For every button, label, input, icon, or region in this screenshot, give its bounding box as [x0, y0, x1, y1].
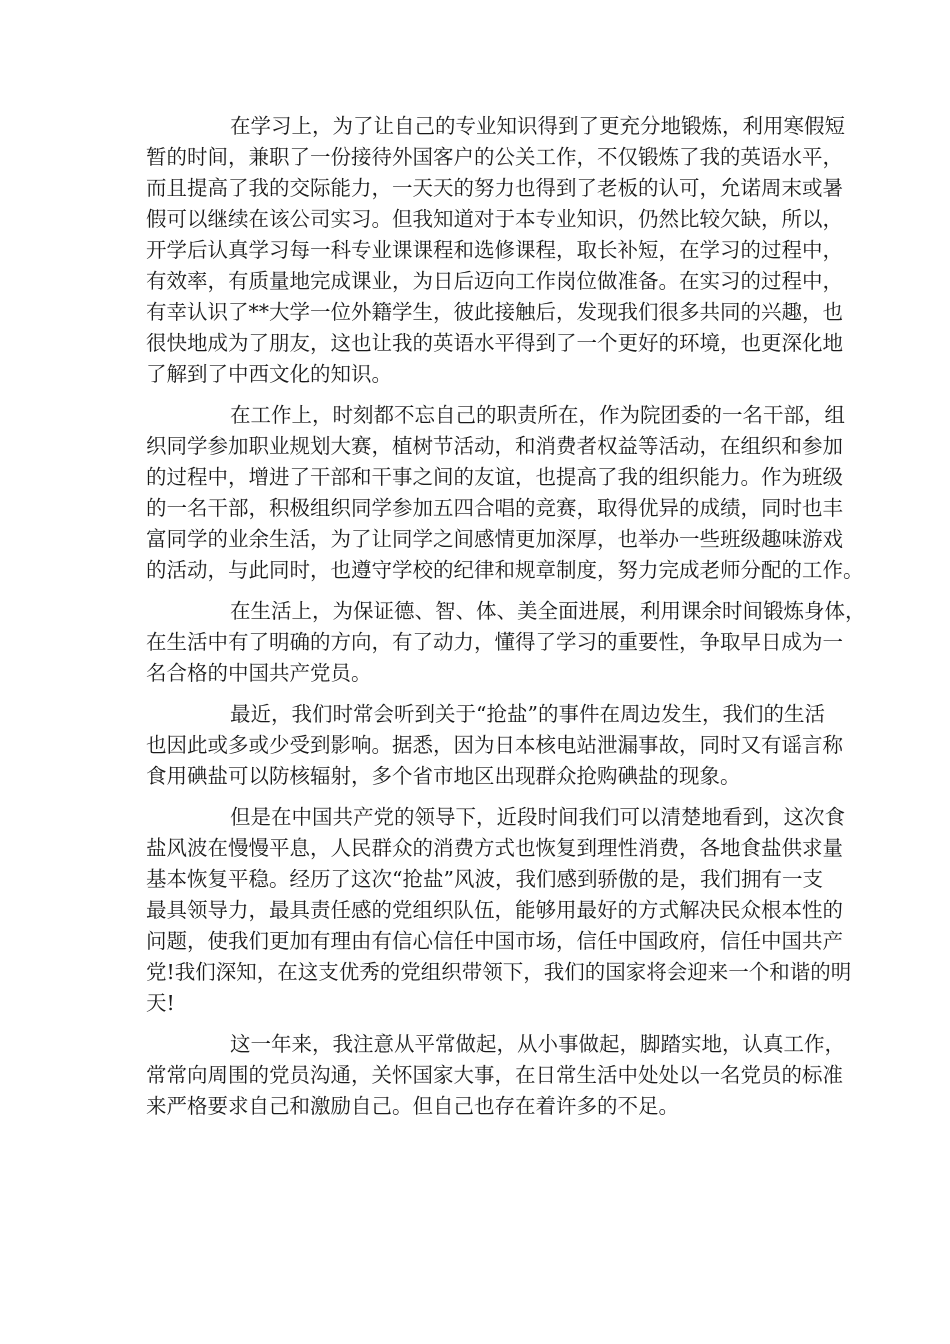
text-line: 最具领导力，最具责任感的党组织队伍，能够用最好的方式解决民众根本性的: [146, 898, 843, 922]
text-line: 在工作上，时刻都不忘自己的职责所在，作为院团委的一名干部，组: [230, 403, 845, 427]
text-line: 有幸认识了**大学一位外籍学生，彼此接触后，发现我们很多共同的兴趣，也: [146, 300, 843, 324]
text-line: 天!: [146, 991, 175, 1015]
text-line: 在学习上，为了让自己的专业知识得到了更充分地锻炼，利用寒假短: [230, 114, 845, 138]
text-line: 党!我们深知，在这支优秀的党组织带领下，我们的国家将会迎来一个和谐的明: [146, 960, 852, 984]
text-line: 盐风波在慢慢平息，人民群众的消费方式也恢复到理性消费，各地食盐供求量: [146, 836, 843, 860]
paragraph-year-summary: [146, 1029, 845, 1122]
text-line: 的一名干部，积极组织同学参加五四合唱的竞赛，取得优异的成绩，同时也丰: [146, 496, 843, 520]
paragraph-work: [146, 400, 864, 586]
paragraph-life: [146, 596, 866, 689]
text-line: 问题，使我们更加有理由有信心信任中国市场，信任中国政府，信任中国共产: [146, 929, 843, 953]
text-line: 但是在中国共产党的领导下，近段时间我们可以清楚地看到，这次食: [230, 805, 845, 829]
text-line: 在生活中有了明确的方向，有了动力，懂得了学习的重要性，争取早日成为一: [146, 630, 843, 654]
text-line: 这一年来，我注意从平常做起，从小事做起，脚踏实地，认真工作，: [230, 1032, 845, 1056]
text-line: 基本恢复平稳。经历了这次“抢盐”风波，我们感到骄傲的是，我们拥有一支: [146, 867, 823, 891]
text-line: 常常向周围的党员沟通，关怀国家大事，在日常生活中处处以一名党员的标准: [146, 1063, 843, 1087]
text-line: 富同学的业余生活，为了让同学之间感情更加深厚，也举办一些班级趣味游戏: [146, 527, 843, 551]
text-line: 假可以继续在该公司实习。但我知道对于本专业知识，仍然比较欠缺，所以，: [146, 207, 843, 231]
text-line: 在生活上，为保证德、智、体、美全面进展，利用课余时间锻炼身体，: [230, 599, 866, 623]
text-line: 的活动，与此同时，也遵守学校的纪律和规章制度，努力完成老师分配的工作。: [146, 558, 864, 582]
text-line: 名合格的中国共产党员。: [146, 661, 372, 685]
text-line: 有效率，有质量地完成课业，为日后迈向工作岗位做准备。在实习的过程中，: [146, 269, 843, 293]
text-line: 也因此或多或少受到影响。据悉，因为日本核电站泄漏事故，同时又有谣言称: [146, 733, 843, 757]
text-line: 的过程中，增进了干部和干事之间的友谊，也提高了我的组织能力。作为班级: [146, 465, 843, 489]
paragraph-study: [146, 111, 845, 390]
text-line: 开学后认真学习每一科专业课课程和选修课程，取长补短，在学习的过程中，: [146, 238, 843, 262]
text-line: 织同学参加职业规划大赛，植树节活动，和消费者权益等活动，在组织和参加: [146, 434, 843, 458]
text-line: 来严格要求自己和激励自己。但自己也存在着许多的不足。: [146, 1094, 679, 1118]
text-line: 食用碘盐可以防核辐射，多个省市地区出现群众抢购碘盐的现象。: [146, 764, 741, 788]
paragraph-salt-event: [146, 699, 843, 792]
text-line: 暂的时间，兼职了一份接待外国客户的公关工作，不仅锻炼了我的英语水平，: [146, 145, 843, 169]
document-body: [146, 111, 866, 1132]
text-line: 很快地成为了朋友，这也让我的英语水平得到了一个更好的环境，也更深化地: [146, 331, 843, 355]
text-line: 而且提高了我的交际能力，一天天的努力也得到了老板的认可，允诺周末或暑: [146, 176, 843, 200]
text-line: 了解到了中西文化的知识。: [146, 362, 392, 386]
paragraph-party-leadership: [146, 802, 852, 1019]
text-line: 最近，我们时常会听到关于“抢盐”的事件在周边发生，我们的生活: [230, 702, 825, 726]
